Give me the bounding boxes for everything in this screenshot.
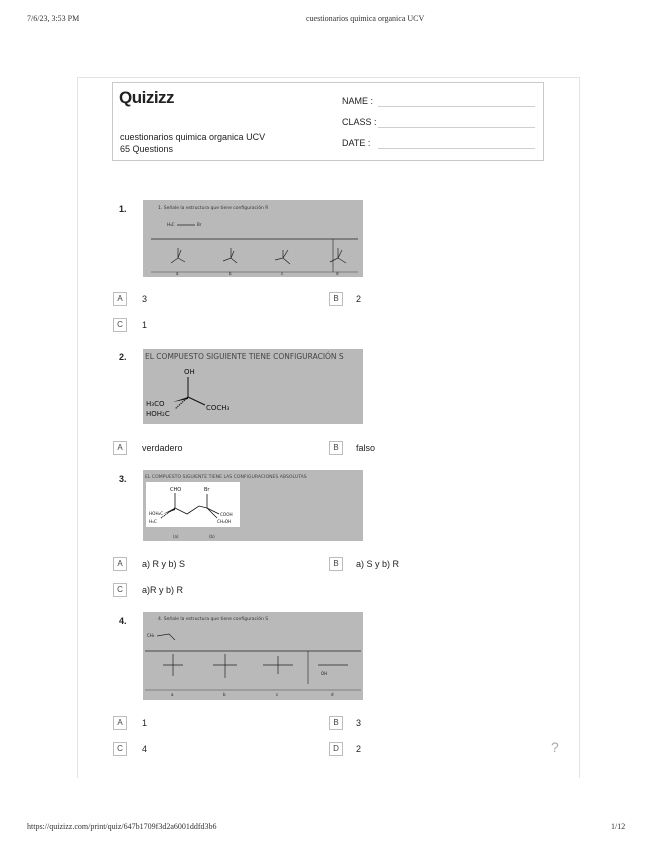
question-image bbox=[143, 612, 363, 700]
option-letter[interactable]: B bbox=[329, 441, 343, 455]
question-number: 2. bbox=[119, 352, 127, 362]
option-text[interactable]: falso bbox=[356, 443, 376, 453]
option-letter[interactable]: C bbox=[113, 583, 127, 597]
option-text[interactable]: 1 bbox=[142, 320, 148, 330]
option-letter[interactable]: A bbox=[113, 716, 127, 730]
svg-text:OH: OH bbox=[321, 671, 328, 676]
option-text[interactable]: verdadero bbox=[142, 443, 183, 453]
print-page-number: 1/12 bbox=[611, 822, 626, 831]
svg-text:(a): (a) bbox=[173, 534, 179, 539]
svg-text:d: d bbox=[336, 271, 339, 276]
option-letter[interactable]: B bbox=[329, 292, 343, 306]
svg-text:c: c bbox=[276, 692, 279, 697]
svg-text:(b): (b) bbox=[209, 534, 215, 539]
svg-text:a: a bbox=[176, 271, 179, 276]
image-caption: 4. Señale la estructura que tiene configuración S bbox=[158, 617, 269, 622]
question-image bbox=[143, 470, 363, 541]
question-count: 65 Questions bbox=[120, 144, 174, 154]
option-letter[interactable]: C bbox=[113, 742, 127, 756]
svg-text:HOH₂C: HOH₂C bbox=[146, 410, 170, 418]
svg-text:CHO: CHO bbox=[170, 487, 182, 493]
quiz-title: cuestionarios quimica organica UCV bbox=[120, 132, 266, 142]
svg-text:CH₂OH: CH₂OH bbox=[217, 519, 232, 524]
image-caption: 1. Señale la estructura que tiene configuración R bbox=[158, 206, 269, 211]
svg-text:COCH₃: COCH₃ bbox=[206, 404, 230, 412]
option-text[interactable]: 2 bbox=[356, 294, 362, 304]
date-label: DATE : bbox=[342, 138, 371, 148]
svg-text:H₃C: H₃C bbox=[167, 222, 175, 227]
image-caption: EL COMPUESTO SIGUIENTE TIENE LAS CONFIGURACIONES ABSOLUTAS bbox=[145, 475, 307, 480]
option-text[interactable]: 3 bbox=[356, 718, 362, 728]
question-image bbox=[143, 200, 363, 277]
option-text[interactable]: 4 bbox=[142, 744, 148, 754]
class-line bbox=[378, 127, 535, 128]
svg-text:b: b bbox=[223, 692, 226, 697]
svg-text:COOH: COOH bbox=[220, 512, 233, 517]
option-text[interactable]: a) R y b) S bbox=[142, 559, 186, 569]
name-label: NAME : bbox=[342, 96, 374, 106]
svg-text:HOH₂C: HOH₂C bbox=[149, 511, 164, 516]
option-letter[interactable]: B bbox=[329, 716, 343, 730]
option-text[interactable]: 1 bbox=[142, 718, 148, 728]
option-letter[interactable]: A bbox=[113, 292, 127, 306]
svg-text:H₃CO: H₃CO bbox=[146, 400, 165, 408]
option-letter[interactable]: B bbox=[329, 557, 343, 571]
option-letter[interactable]: A bbox=[113, 557, 127, 571]
name-line bbox=[378, 106, 535, 107]
option-text[interactable]: a) S y b) R bbox=[356, 559, 400, 569]
svg-text:d: d bbox=[331, 692, 334, 697]
print-url: https://quizizz.com/print/quiz/647b1709f3d2a6001ddfd3b6 bbox=[27, 822, 217, 831]
question-number: 1. bbox=[119, 204, 127, 214]
option-text[interactable]: a)R y b) R bbox=[142, 585, 184, 595]
question-mark-icon[interactable]: ? bbox=[551, 739, 559, 755]
question-number: 3. bbox=[119, 474, 127, 484]
option-letter[interactable]: A bbox=[113, 441, 127, 455]
image-caption: EL COMPUESTO SIGUIENTE TIENE CONFIGURACIÓN S bbox=[145, 352, 344, 361]
svg-text:H₃C: H₃C bbox=[149, 519, 157, 524]
svg-text:c: c bbox=[281, 271, 284, 276]
option-letter[interactable]: C bbox=[113, 318, 127, 332]
option-letter[interactable]: D bbox=[329, 742, 343, 756]
option-text[interactable]: 3 bbox=[142, 294, 148, 304]
date-line bbox=[378, 148, 535, 149]
quizizz-logo: Quizizz bbox=[119, 88, 175, 107]
svg-text:Br: Br bbox=[197, 222, 202, 227]
svg-text:b: b bbox=[229, 271, 232, 276]
question-image bbox=[143, 349, 363, 424]
quiz-header-box bbox=[112, 82, 544, 161]
svg-text:a: a bbox=[171, 692, 174, 697]
print-title: cuestionarios quimica organica UCV bbox=[306, 14, 425, 23]
print-datetime: 7/6/23, 3:53 PM bbox=[27, 14, 80, 23]
svg-text:CH₃: CH₃ bbox=[147, 633, 155, 638]
question-number: 4. bbox=[119, 616, 127, 626]
svg-text:Br: Br bbox=[204, 487, 210, 493]
class-label: CLASS : bbox=[342, 117, 377, 127]
svg-text:OH: OH bbox=[184, 368, 195, 376]
option-text[interactable]: 2 bbox=[356, 744, 362, 754]
